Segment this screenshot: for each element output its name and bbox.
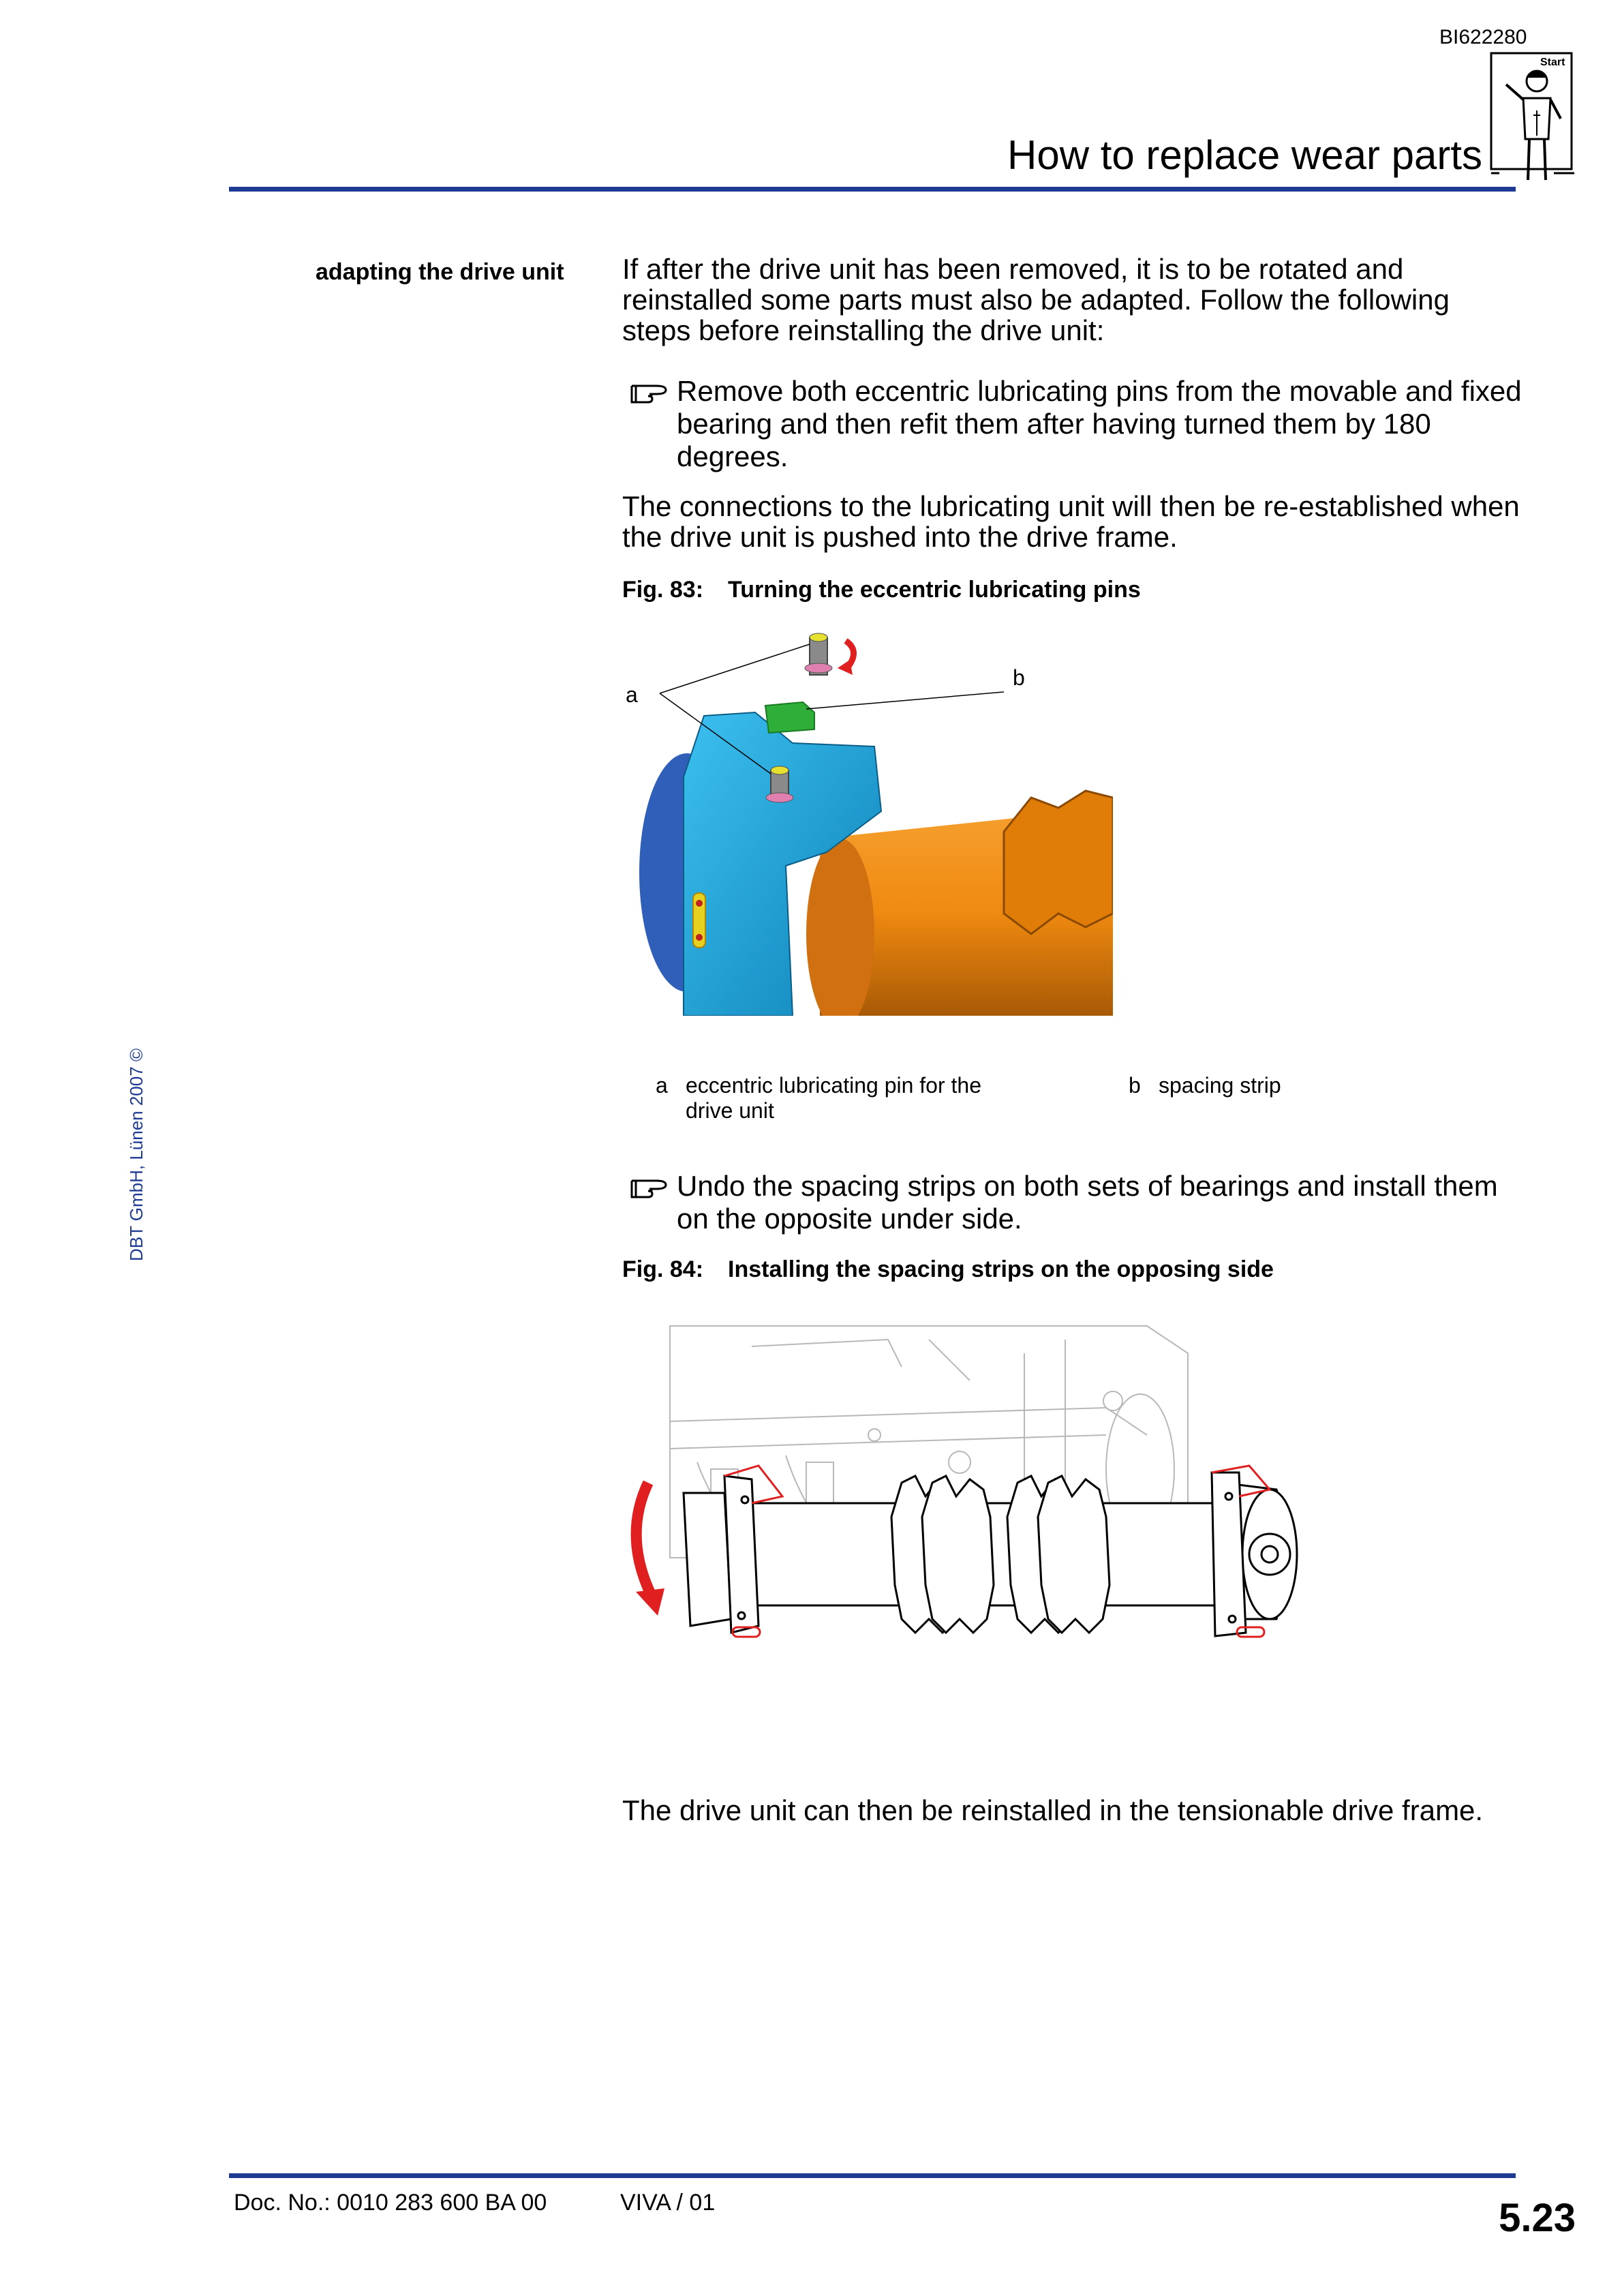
callout-b: b	[1013, 665, 1025, 690]
step-1-text: Remove both eccentric lubricating pins from the movable and fixed bearing and then refit them after having turned them by 180 degrees.	[677, 375, 1522, 472]
spacing-strip	[765, 702, 814, 733]
figure-83-title: Turning the eccentric lubricating pins	[728, 577, 1141, 603]
page-title: How to replace wear parts	[1007, 132, 1482, 178]
pointing-hand-icon	[629, 379, 670, 406]
paragraph-connections: The connections to the lubricating unit will then be re-established when the drive unit is pushed into the drive frame.	[622, 490, 1520, 553]
footer-document-number: Doc. No.: 0010 283 600 BA 00	[234, 2190, 547, 2216]
figure-83-caption	[622, 577, 1141, 603]
legend-item-b	[1129, 1073, 1281, 1098]
copyright-notice: DBT GmbH, Lünen 2007 ©	[126, 1048, 147, 1261]
closing-paragraph: The drive unit can then be reinstalled in the tensionable drive frame.	[622, 1794, 1484, 1826]
figure-84-title: Installing the spacing strips on the opposing side	[728, 1256, 1274, 1282]
legend-text-a: eccentric lubricating pin for the drive unit	[686, 1073, 981, 1123]
figure-83-number: Fig. 83:	[622, 577, 704, 603]
mascot-start-label: Start	[1540, 57, 1565, 68]
footer-revision: VIVA / 01	[620, 2190, 716, 2216]
instruction-step-1	[622, 375, 1522, 473]
callout-a: a	[626, 682, 638, 707]
step-2-text: Undo the spacing strips on both sets of bearings and install them on the opposite under side.	[677, 1170, 1498, 1235]
document-id: BI622280	[1439, 26, 1527, 48]
page-number: 5.23	[1499, 2196, 1576, 2240]
figure-84-drive-assembly-illustration	[615, 1312, 1324, 1769]
worker-mascot-icon	[1486, 50, 1581, 187]
footer-rule	[229, 2173, 1516, 2178]
figure-84-number: Fig. 84:	[622, 1256, 704, 1282]
legend-text-b: spacing strip	[1159, 1073, 1281, 1098]
legend-letter-a: a	[656, 1073, 668, 1098]
figure-84-caption	[622, 1256, 1274, 1283]
rotate-arrow-icon	[637, 1483, 653, 1599]
sprocket	[1004, 791, 1113, 934]
figure-83-drive-unit-illustration	[622, 627, 1113, 1016]
pointing-hand-icon	[629, 1174, 670, 1201]
header-rule	[229, 187, 1516, 192]
intro-paragraph: If after the drive unit has been removed, it is to be rotated and reinstalled some parts must also be adapted. Follow the following steps before reinstalling the drive unit:	[622, 253, 1450, 346]
legend-item-a	[656, 1073, 1037, 1123]
section-heading: adapting the drive unit	[316, 259, 564, 285]
instruction-step-2	[622, 1170, 1522, 1235]
legend-letter-b: b	[1129, 1073, 1141, 1098]
